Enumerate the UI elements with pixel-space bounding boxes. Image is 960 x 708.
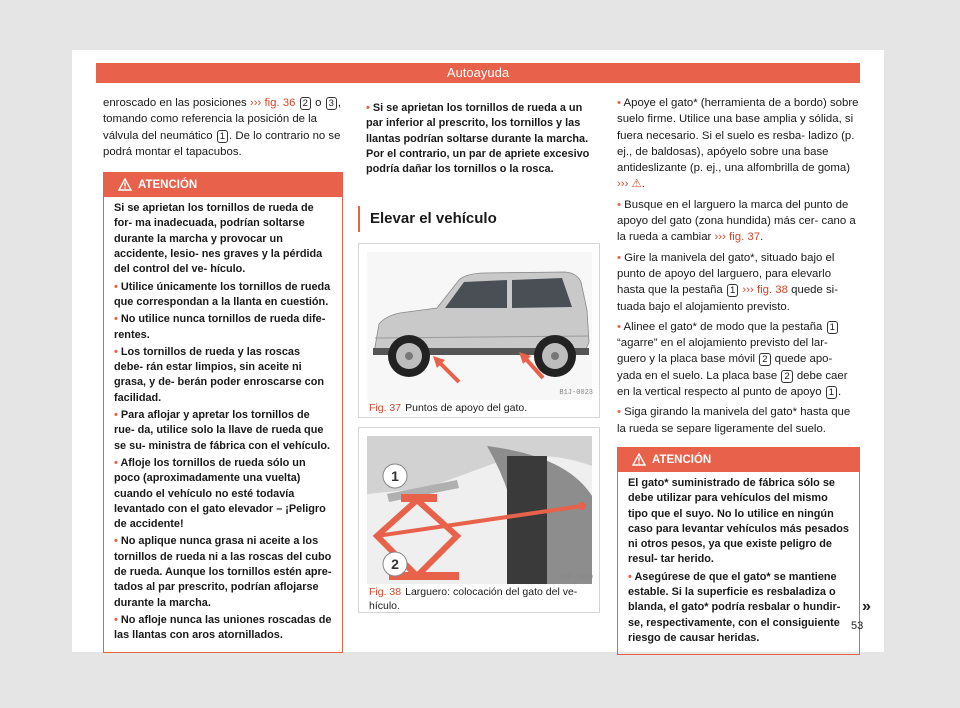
warning-box-left bbox=[103, 172, 343, 652]
list-item bbox=[114, 280, 332, 311]
figure-caption-text: Larguero: colocación del gato del ve- hículo. bbox=[369, 586, 578, 612]
middle-warning-continuation bbox=[360, 101, 600, 177]
text-run: . bbox=[641, 178, 645, 191]
bullet-icon: • bbox=[114, 280, 121, 293]
list-item bbox=[114, 456, 332, 532]
callout-number: 1 bbox=[826, 386, 837, 399]
callout-1: 1 bbox=[391, 468, 399, 484]
text-run: Gire la manivela del gato*, situado bajo el punto de apoyo del larguero, para elevarlo hasta que la pestaña bbox=[617, 251, 835, 297]
figure-37 bbox=[358, 243, 600, 418]
list-item-text: Afloje los tornillos de rueda sólo un poco (aproximadamente una vuelta) cuando el vehículo no esté todavía levantado con el gato elevador – ¡Peligro de accidente! bbox=[114, 456, 326, 531]
intro-paragraph bbox=[103, 95, 343, 160]
figure-label: Fig. 37 bbox=[369, 402, 402, 414]
list-item bbox=[366, 101, 600, 177]
warning-list bbox=[628, 570, 849, 646]
callout-number: 2 bbox=[300, 97, 311, 110]
figure-code: B1J-0023 bbox=[559, 389, 593, 397]
list-item bbox=[114, 613, 332, 644]
list-item bbox=[114, 312, 332, 343]
figure-label: Fig. 38 bbox=[369, 586, 402, 598]
list-item-text: No aplique nunca grasa ni aceite a los tornillos de rueda ni a las roscas del cubo de rueda. Aunque los tornillos estén apre- tados al par prescrito, podrían aflojarse durante la marcha. bbox=[114, 535, 332, 609]
bullet-icon: • bbox=[366, 102, 373, 114]
warning-header bbox=[104, 173, 342, 197]
warning-triangle-icon bbox=[118, 178, 132, 191]
warning-header bbox=[618, 448, 859, 472]
cross-reference-link[interactable]: ››› fig. 36 bbox=[249, 97, 296, 109]
instruction-step bbox=[617, 197, 860, 246]
warning-lead: El gato* suministrado de fábrica sólo se debe utilizar para vehículos del mismo tipo que el suyo. No lo utilice en ningún caso para levantar vehículos más pesados ni otros pesos, ya que existe peligro de resul- tar herido. bbox=[628, 476, 849, 566]
instruction-step bbox=[617, 404, 860, 437]
callout-number: 2 bbox=[759, 353, 770, 366]
right-column bbox=[617, 95, 860, 655]
text-run: debe caer en la vertical respecto al punto de apoyo bbox=[617, 369, 848, 399]
figure-37-image bbox=[367, 252, 592, 400]
figure-38-image bbox=[367, 436, 592, 584]
cross-reference-link[interactable]: ⚠ bbox=[631, 178, 642, 191]
list-item-text: No utilice nunca tornillos de rueda dife- rentes. bbox=[114, 313, 326, 341]
left-column bbox=[103, 95, 343, 653]
text-run: quede apo- yada en el suelo. La placa base bbox=[617, 353, 833, 382]
callout-2: 2 bbox=[391, 556, 399, 572]
warning-title: ATENCIÓN bbox=[138, 179, 198, 192]
text-run: Alinee el gato* de modo que la pestaña bbox=[623, 320, 826, 333]
text-run: “agarre” en el alojamiento previsto del lar- guero y la placa base móvil bbox=[617, 337, 828, 366]
car-side-illustration bbox=[367, 252, 592, 400]
instruction-list bbox=[617, 95, 860, 437]
bullet-icon: • bbox=[114, 313, 121, 326]
callout-number: 3 bbox=[326, 97, 337, 110]
cross-reference-link[interactable]: ››› fig. 37 bbox=[714, 231, 761, 244]
figure-caption bbox=[369, 585, 591, 613]
text-run: enroscado en las posiciones bbox=[103, 97, 250, 109]
middle-top bbox=[360, 101, 600, 179]
section-title: Elevar el vehículo bbox=[358, 206, 600, 232]
callout-number: 1 bbox=[217, 130, 228, 143]
text-run: , tomando como referencia la posición de la válvula del neumático bbox=[103, 97, 342, 142]
bullet-icon: • bbox=[114, 409, 121, 422]
list-item-text: Asegúrese de que el gato* se mantiene estable. Si la superficie es resbaladiza o blanda, el gato* podría resbalar o hundir- se, respectivamente, con el consiguiente riesgo de causar heridas. bbox=[628, 570, 841, 644]
text-run: Apoye el gato* (herramienta de a bordo) sobre suelo firme. Utilice una base amplia y sólida, si fuera necesario. Si el suelo es resba- ladizo (p. ej., de baldosas), apóyelo sobre una base antideslizante (p. ej., una alfombrilla de goma) bbox=[617, 97, 859, 175]
list-item-text: No afloje nunca las uniones roscadas de las llantas con aros atornillados. bbox=[114, 613, 332, 642]
list-item-text: Si se aprietan los tornillos de rueda a un par inferior al prescrito, los tornillos y las llantas podrían soltarse durante la marcha. Por el contrario, un par de apriete excesivo podría dañar los tornillos o la rosca. bbox=[366, 102, 590, 176]
continue-mark: » bbox=[862, 598, 871, 615]
warning-body bbox=[618, 472, 859, 654]
text-run: . bbox=[760, 231, 764, 244]
bullet-icon: • bbox=[617, 406, 625, 419]
bullet-icon: • bbox=[628, 570, 635, 583]
callout-number: 1 bbox=[827, 321, 838, 334]
list-item bbox=[628, 570, 849, 646]
figure-code: B5F-1030 bbox=[559, 574, 593, 582]
text-run: Busque en el larguero la marca del punto de apoyo del gato (zona hundida) más cer- cano a la rueda a cambiar bbox=[617, 198, 856, 244]
bullet-icon: • bbox=[617, 251, 625, 264]
warning-body bbox=[104, 197, 342, 651]
list-item bbox=[114, 408, 332, 454]
bullet-icon: • bbox=[617, 97, 624, 109]
bullet-icon: • bbox=[114, 613, 121, 626]
text-run: . De lo contrario no se podrá montar el tapacubos. bbox=[103, 129, 341, 158]
bullet-icon: • bbox=[617, 198, 625, 211]
bullet-icon: • bbox=[114, 345, 121, 358]
figure-38 bbox=[358, 427, 600, 613]
warning-box-right bbox=[617, 447, 860, 655]
text-run: quede si- tuada bajo el alojamiento previsto. bbox=[617, 284, 839, 313]
instruction-step bbox=[617, 95, 860, 193]
list-item bbox=[114, 345, 332, 406]
list-item-text: Para aflojar y apretar los tornillos de rue- da, utilice solo la llave de rueda que se su- ministra de fábrica con el vehículo. bbox=[114, 409, 331, 452]
bullet-icon: • bbox=[114, 535, 121, 548]
list-item-text: Utilice únicamente los tornillos de rueda que correspondan a la llanta en cuestión. bbox=[114, 280, 331, 308]
callout-number: 2 bbox=[781, 370, 792, 383]
warning-lead: Si se aprietan los tornillos de rueda de for- ma inadecuada, podrían soltarse durante la marcha y provocar un accidente, lesio- nes graves y la pérdida del control del ve- hículo. bbox=[114, 202, 323, 276]
text-run bbox=[295, 97, 298, 109]
list-item-text: Los tornillos de rueda y las roscas debe- rán estar limpios, sin aceite ni grasa, y de- berán poder enroscarse con facilidad. bbox=[114, 345, 325, 404]
cross-reference-link[interactable]: ››› bbox=[617, 178, 632, 191]
text-run: o bbox=[311, 97, 325, 109]
warning-title: ATENCIÓN bbox=[652, 453, 712, 466]
warning-triangle-icon bbox=[632, 453, 646, 466]
figure-caption bbox=[369, 401, 527, 415]
jack-illustration bbox=[367, 436, 592, 584]
text-run: Siga girando la manivela del gato* hasta que la rueda se separe ligeramente del suelo. bbox=[617, 406, 851, 435]
callout-number: 1 bbox=[727, 284, 738, 297]
text-run: . bbox=[838, 386, 842, 399]
instruction-step bbox=[617, 319, 860, 400]
page-number: 53 bbox=[851, 620, 864, 632]
figure-caption-text: Puntos de apoyo del gato. bbox=[405, 402, 528, 414]
bullet-icon: • bbox=[617, 320, 624, 333]
cross-reference-link[interactable]: ››› fig. 38 bbox=[742, 284, 788, 297]
bullet-icon: • bbox=[114, 456, 121, 469]
instruction-step bbox=[617, 250, 860, 315]
page-header: Autoayuda bbox=[96, 63, 860, 83]
list-item bbox=[114, 534, 332, 610]
warning-list bbox=[114, 280, 332, 644]
